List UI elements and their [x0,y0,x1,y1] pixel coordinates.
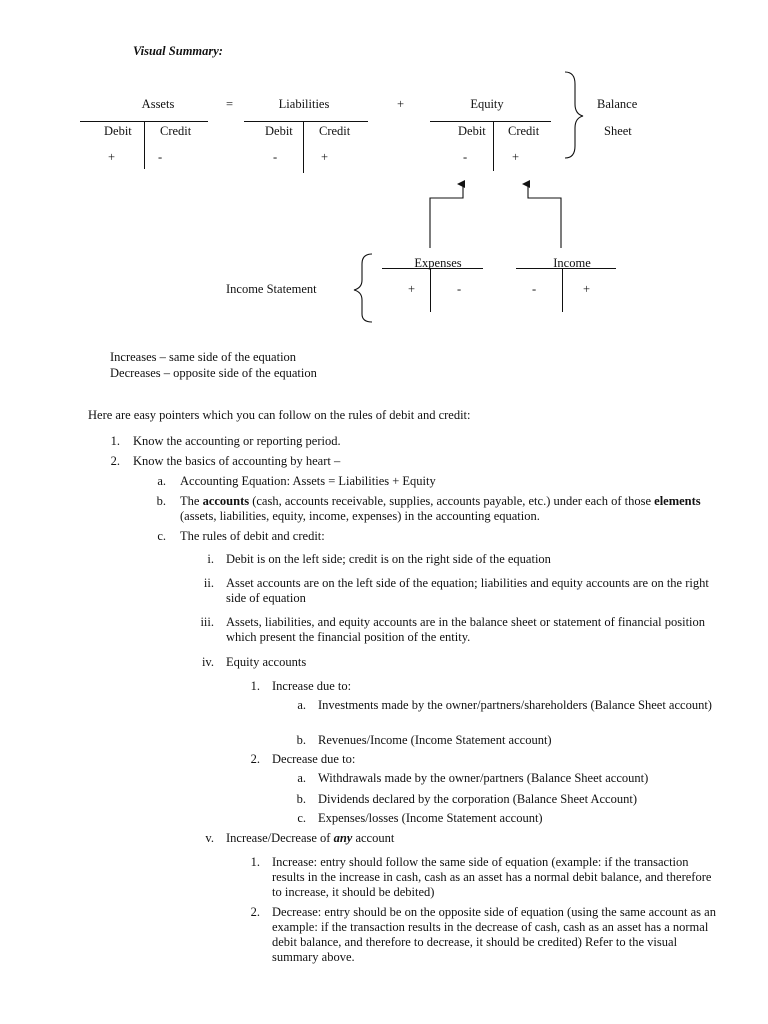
list-num-cv1: 1. [250,855,260,869]
list-num-civ2c: c. [297,811,306,825]
expenses-credit-sign: - [457,282,462,296]
list-item-cv1: Increase: entry should follow the same side of equation (example: if the transaction results in the increase in cash, cash as an asset has a normal debit balance, and therefore to increase, it should be debited) [272,855,712,899]
list-num-1: 1. [110,434,120,448]
list-num-civ1a: a. [297,698,306,712]
liabilities-credit-sign: + [321,150,329,164]
list-item-civ2: Decrease due to: [272,752,356,766]
decreases-rule: Decreases – opposite side of the equation [110,366,317,380]
balance-sheet-label-line1: Balance [597,97,638,111]
balance-sheet-brace [565,72,583,158]
equity-debit-sign: - [463,150,468,164]
list-num-2: 2. [110,454,120,468]
list-item-civ2a: Withdrawals made by the owner/partners (Balance Sheet account) [318,771,649,785]
list-item-ci: Debit is on the left side; credit is on the right side of the equation [226,552,551,566]
equity-credit-label: Credit [508,124,540,138]
list-num-cii: ii. [203,576,214,590]
liabilities-label: Liabilities [278,97,330,111]
equity-label: Equity [470,97,504,111]
list-item-civ2b: Dividends declared by the corporation (Balance Sheet Account) [318,792,637,806]
liabilities-debit-sign: - [273,150,278,164]
list-num-ci: i. [207,552,214,566]
list-num-c: c. [157,529,166,543]
list-item-cv: Increase/Decrease of any account [226,831,395,845]
assets-credit-sign: - [158,150,163,164]
list-num-civ: iv. [201,655,214,669]
equity-debit-label: Debit [458,124,486,138]
list-item-civ1: Increase due to: [272,679,352,693]
equity-credit-sign: + [512,150,520,164]
plus-sign: + [397,97,405,111]
list-num-a: a. [157,474,166,488]
income-statement-brace [354,254,372,322]
list-item-1: Know the accounting or reporting period. [133,434,341,448]
list-item-cv2: Decrease: entry should be on the opposite side of equation (using the same account as an example: if the transaction results in the decrease of cash, cash as an asset has a normal debit balance, and therefore to decrease, it should be credited) Refer to the visual summary above. [272,905,716,964]
list-item-civ: Equity accounts [226,655,307,669]
income-debit-sign: - [532,282,537,296]
list-num-cv2: 2. [250,905,260,919]
list-item-civ1b: Revenues/Income (Income Statement account) [318,733,552,747]
income-to-equity-arrow [528,184,561,248]
list-item-a: Accounting Equation: Assets = Liabilities + Equity [180,474,436,488]
equals-sign: = [226,97,234,111]
list-num-civ2b: b. [296,792,306,806]
balance-sheet-label-line2: Sheet [604,124,632,138]
income-label: Income [553,256,591,270]
list-item-civ2c: Expenses/losses (Income Statement account) [318,811,543,825]
list-num-ciii: iii. [200,615,214,629]
expenses-to-equity-arrow [430,184,463,248]
bold-elements: elements [654,494,701,508]
list-num-civ1: 1. [250,679,260,693]
expenses-debit-sign: + [408,282,416,296]
diagram-connectors [0,0,768,340]
emphasis-any: any [333,831,353,845]
increases-rule: Increases – same side of the equation [110,350,297,364]
list-num-civ2a: a. [297,771,306,785]
list-item-ciii: Assets, liabilities, and equity accounts are in the balance sheet or statement of financial position which present the financial position of the entity. [226,615,706,644]
income-statement-label: Income Statement [226,282,317,296]
visual-summary-title: Visual Summary: [133,44,223,58]
list-item-c: The rules of debit and credit: [180,529,325,543]
liabilities-credit-label: Credit [319,124,351,138]
list-num-b: b. [156,494,166,508]
income-credit-sign: + [583,282,591,296]
list-item-2: Know the basics of accounting by heart – [133,454,341,468]
list-num-civ1b: b. [296,733,306,747]
assets-label: Assets [141,97,175,111]
bold-accounts: accounts [202,494,250,508]
list-num-civ2: 2. [250,752,260,766]
liabilities-debit-label: Debit [265,124,293,138]
assets-debit-label: Debit [104,124,132,138]
expenses-label: Expenses [414,256,462,270]
assets-credit-label: Credit [160,124,192,138]
list-item-civ1a: Investments made by the owner/partners/shareholders (Balance Sheet account) [318,698,712,712]
list-num-cv: v. [205,831,214,845]
list-item-b: The accounts (cash, accounts receivable, supplies, accounts payable, etc.) under each of those elements (assets, liabilities, equity, income, expenses) in the accounting equation. [180,494,701,523]
intro-text: Here are easy pointers which you can follow on the rules of debit and credit: [88,408,471,422]
assets-debit-sign: + [108,150,116,164]
list-item-cii: Asset accounts are on the left side of the equation; liabilities and equity accounts are on the right side of equation [226,576,709,605]
